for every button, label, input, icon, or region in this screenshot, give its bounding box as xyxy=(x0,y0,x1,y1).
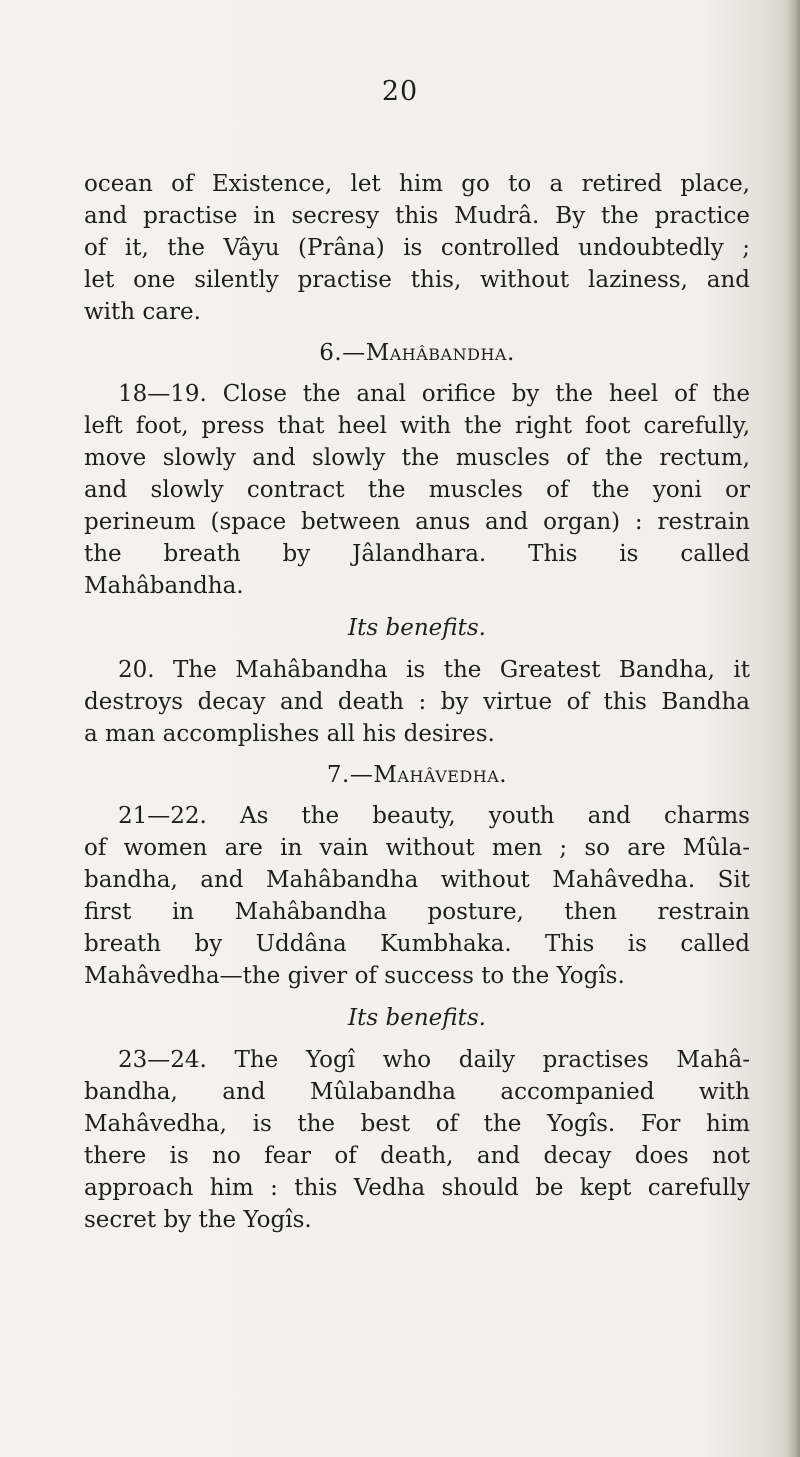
text-line: 20. The Mahâbandha is the Greatest Bandha, it xyxy=(118,657,750,683)
text-line: breath by Uddâna Kumbhaka. This is called xyxy=(84,931,750,957)
text-line: of women are in vain without men ; so are Mûla- xyxy=(84,835,750,861)
section-heading-mahavedha xyxy=(84,759,750,791)
text-line: perineum (space between anus and organ) : restrain xyxy=(84,509,750,535)
paragraph-verses-23-24 xyxy=(84,1044,750,1236)
text-line: 23—24. The Yogî who daily practises Mahâ- xyxy=(118,1047,750,1073)
subheading-benefits: Its benefits. xyxy=(348,615,486,641)
text-line: with care. xyxy=(84,299,201,325)
text-line: approach him : this Vedha should be kept carefully xyxy=(84,1175,750,1201)
text-line: ocean of Existence, let him go to a retired place, xyxy=(84,171,750,197)
paragraph-verses-21-22 xyxy=(84,800,750,992)
text-line: let one silently practise this, without laziness, and xyxy=(84,267,750,293)
text-line: bandha, and Mûlabandha accompanied with xyxy=(84,1079,750,1105)
text-line: 21—22. As the beauty, youth and charms xyxy=(118,803,750,829)
text-line: bandha, and Mahâbandha without Mahâvedha. Sit xyxy=(84,867,750,893)
paragraph-continuation xyxy=(84,168,750,328)
text-line: a man accomplishes all his desires. xyxy=(84,721,495,747)
section-heading-mahabandha xyxy=(84,337,750,369)
text-line: move slowly and slowly the muscles of the rectum, xyxy=(84,445,750,471)
text-line: Mahâbandha. xyxy=(84,573,244,599)
text-line: the breath by Jâlandhara. This is called xyxy=(84,541,750,567)
text-line: first in Mahâbandha posture, then restrain xyxy=(84,899,750,925)
text-line: Mahâvedha, is the best of the Yogîs. For him xyxy=(84,1111,750,1137)
text-line: there is no fear of death, and decay does not xyxy=(84,1143,750,1169)
section-title: Mahâbandha. xyxy=(365,340,515,366)
page-edge-shadow xyxy=(786,0,800,1457)
text-line: left foot, press that heel with the right foot carefully, xyxy=(84,413,750,439)
text-line: secret by the Yogîs. xyxy=(84,1207,312,1233)
text-line: destroys decay and death : by virtue of this Bandha xyxy=(84,689,750,715)
page-body xyxy=(84,168,750,1236)
subheading-benefits: Its benefits. xyxy=(348,1005,486,1031)
section-number: 7.— xyxy=(326,762,374,788)
text-line: 18—19. Close the anal orifice by the heel of the xyxy=(118,381,750,407)
text-line: of it, the Vâyu (Prâna) is controlled undoubtedly ; xyxy=(84,235,750,261)
text-line: Mahâvedha—the giver of success to the Yogîs. xyxy=(84,963,625,989)
text-line: and slowly contract the muscles of the yoni or xyxy=(84,477,750,503)
section-number: 6.— xyxy=(319,340,366,366)
paragraph-verses-18-19 xyxy=(84,378,750,602)
section-title: Mahâvedha. xyxy=(373,762,508,788)
page-number: 20 xyxy=(381,76,419,107)
paragraph-verse-20 xyxy=(84,654,750,750)
text-line: and practise in secresy this Mudrâ. By the practice xyxy=(84,203,750,229)
